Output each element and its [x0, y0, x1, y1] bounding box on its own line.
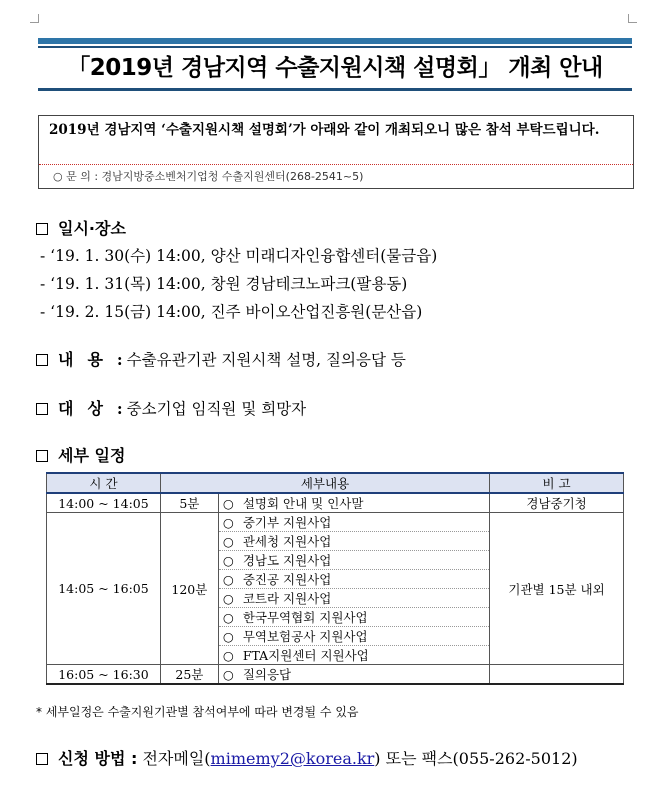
- section-content: 내용: 수출유관기관 지원시책 설명, 질의응답 등: [36, 347, 406, 370]
- detail-schedule-table: [46, 472, 624, 685]
- content-cell: ○ 관세청 지원사업: [218, 532, 489, 551]
- content-cell: ○ 설명회 안내 및 인사말: [218, 493, 489, 513]
- circle-bullet-icon: ○: [222, 496, 234, 511]
- section-schedule-place: [36, 216, 126, 239]
- footnote: * 세부일정은 수출지원기관별 참석여부에 따라 변경될 수 있음: [36, 705, 359, 719]
- section-heading: 세부 일정: [58, 446, 126, 465]
- content-cell: ○ 무역보험공사 지원사업: [218, 627, 489, 646]
- circle-bullet-icon: ○: [222, 667, 234, 682]
- section-heading: 일시·장소: [58, 219, 126, 238]
- content-cell: ○ 경남도 지원사업: [218, 551, 489, 570]
- checkbox-square-icon: [36, 403, 48, 415]
- duration-cell: 120분: [160, 513, 218, 665]
- divider: [39, 164, 633, 165]
- table-row: [47, 513, 624, 532]
- table-row: [47, 665, 624, 685]
- checkbox-square-icon: [36, 753, 48, 765]
- schedule-item: - ‘19. 2. 15(금) 14:00, 진주 바이오산업진흥원(문산읍): [40, 303, 423, 321]
- circle-bullet-icon: ○: [222, 534, 234, 549]
- checkbox-square-icon: [36, 223, 48, 235]
- note-cell: [490, 665, 624, 685]
- section-text: 중소기업 임직원 및 희망자: [126, 400, 307, 418]
- circle-bullet-icon: ○: [222, 629, 234, 644]
- column-header: 시 간: [47, 473, 161, 493]
- time-cell: 16:05 ~ 16:30: [47, 665, 161, 685]
- apply-prefix: 전자메일(: [142, 749, 211, 768]
- column-header: 비 고: [490, 473, 624, 493]
- section-label: 신청 방법 :: [58, 749, 138, 768]
- content-cell: ○ 한국무역협회 지원사업: [218, 608, 489, 627]
- content-cell: ○ 중진공 지원사업: [218, 570, 489, 589]
- duration-cell: 5분: [160, 493, 218, 513]
- section-text: 수출유관기관 지원시책 설명, 질의응답 등: [126, 351, 406, 369]
- content-cell: ○ 질의응답: [218, 665, 489, 685]
- checkbox-square-icon: [36, 450, 48, 462]
- circle-bullet-icon: ○: [222, 591, 234, 606]
- section-apply: [36, 746, 578, 769]
- page-corner-mark: [628, 14, 637, 23]
- circle-bullet-icon: ○: [222, 648, 234, 663]
- schedule-item: - ‘19. 1. 31(목) 14:00, 창원 경남테크노파크(팔용동): [40, 275, 408, 293]
- section-detail-schedule: [36, 443, 125, 466]
- table-row: [47, 493, 624, 513]
- circle-bullet-icon: ○: [222, 610, 234, 625]
- title-banner: [38, 38, 632, 91]
- time-cell: 14:05 ~ 16:05: [47, 513, 161, 665]
- schedule-item: - ‘19. 1. 30(수) 14:00, 양산 미래디자인융합센터(물금읍): [40, 247, 438, 265]
- email-link[interactable]: mimemy2@korea.kr: [210, 749, 375, 768]
- section-label: 대상: [58, 399, 117, 418]
- checkbox-square-icon: [36, 354, 48, 366]
- notice-body: 2019년 경남지역 ‘수출지원시책 설명회’가 아래와 같이 개최되오니 많은 참석 부탁드립니다.: [49, 122, 600, 138]
- circle-bullet-icon: ○: [222, 553, 234, 568]
- contact-info: ○ 문 의 : 경남지방중소벤처기업청 수출지원센터(268-2541~5): [53, 170, 364, 183]
- section-target: 대상: 중소기업 임직원 및 희망자: [36, 396, 306, 419]
- note-cell: 기관별 15분 내외: [490, 513, 624, 665]
- column-header: 세부내용: [160, 473, 489, 493]
- section-label: 내용: [58, 350, 117, 369]
- time-cell: 14:00 ~ 14:05: [47, 493, 161, 513]
- content-cell: ○ 코트라 지원사업: [218, 589, 489, 608]
- note-cell: 경남중기청: [490, 493, 624, 513]
- circle-bullet-icon: ○: [222, 515, 234, 530]
- circle-bullet-icon: ○: [222, 572, 234, 587]
- notice-box: [38, 115, 634, 189]
- content-cell: ○ 중기부 지원사업: [218, 513, 489, 532]
- apply-suffix: ) 또는 팩스(055-262-5012): [374, 749, 578, 768]
- page-corner-mark: [30, 14, 39, 23]
- content-cell: ○ FTA지원센터 지원사업: [218, 646, 489, 665]
- duration-cell: 25분: [160, 665, 218, 685]
- page-title: 「2019년 경남지역 수출지원시책 설명회」 개최 안내: [67, 55, 603, 81]
